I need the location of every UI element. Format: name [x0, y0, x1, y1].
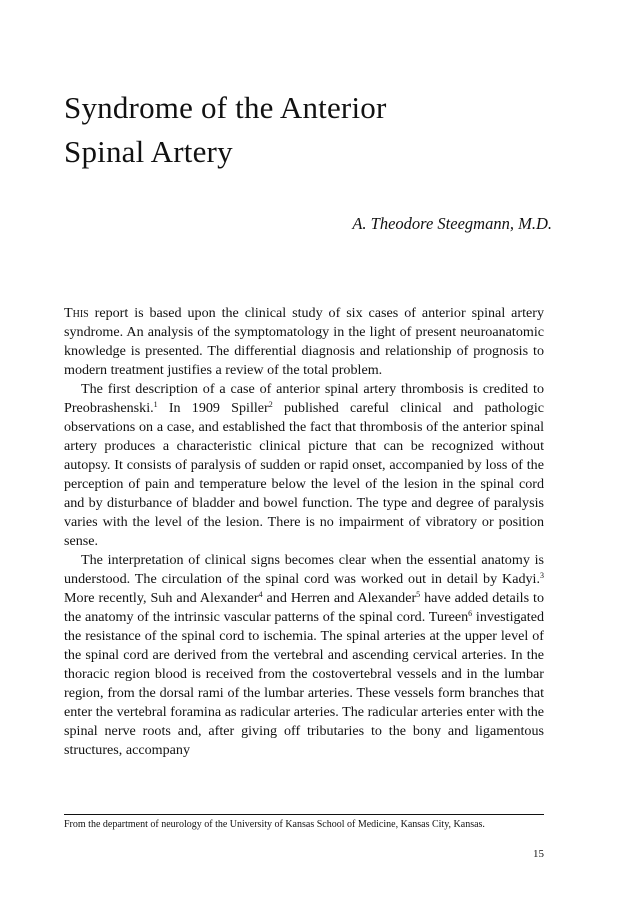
paragraph-1 [64, 304, 544, 380]
article-body [64, 304, 544, 760]
paragraph-3-text-a: The interpretation of clinical signs becomes clear when the essential anatomy is understood. The circulation of the spinal cord was worked out in detail by Kadyi. [64, 552, 544, 587]
reference-marker-1: 1 [153, 400, 158, 409]
page-number: 15 [533, 848, 544, 860]
paragraph-2-text-a: The first description of a case of anterior spinal artery thrombosis is credited to Preobrashenski. [64, 381, 544, 416]
reference-marker-5: 5 [416, 590, 421, 599]
paragraph-3-text-d: have added details to the anatomy of the intrinsic vascular patterns of the spinal cord. Tureen [64, 590, 544, 625]
paragraph-2 [64, 380, 544, 551]
reference-marker-2: 2 [268, 400, 273, 409]
paragraph-1-text: report is based upon the clinical study of six cases of anterior spinal artery syndrome. An analysis of the symptomatology in the light of present neuroanatomic knowledge is presented. The differential diagnosis and relationship of prognosis to modern treatment justifies a review of the total problem. [64, 305, 544, 378]
paragraph-3 [64, 551, 544, 760]
title-line-2: Spinal Artery [64, 134, 233, 169]
paragraph-2-text-b: In 1909 Spiller [157, 400, 269, 416]
affiliation-footnote: From the department of neurology of the University of Kansas School of Medicine, Kansas City, Kansas. [64, 819, 485, 830]
reference-marker-4: 4 [258, 590, 263, 599]
reference-marker-3: 3 [540, 571, 544, 580]
title-line-1: Syndrome of the Anterior [64, 90, 387, 125]
paragraph-3-text-e: investigated the resistance of the spinal cord to ischemia. The spinal arteries at the upper level of the spinal cord are derived from the vertebral and ascending cervical arteries. In the thoracic region blood is received from the costovertebral vessels and in the lumbar region, from the dorsal rami of the lumbar arteries. These vessels form branches that enter the vertebral foramina as radicular arteries. The radicular arteries enter with the spinal nerve roots and, after giving off tributaries to the bony and ligamentous structures, accompany [64, 609, 544, 758]
paragraph-lead-word: This [64, 305, 89, 321]
footnote-divider [64, 814, 544, 815]
paragraph-3-text-b: More recently, Suh and Alexander [64, 590, 259, 606]
paragraph-2-text-c: published careful clinical and pathologic observations on a case, and established the fact that thrombosis of the anterior spinal artery produces a characteristic clinical picture that can be recognized without autopsy. It consists of paralysis of sudden or rapid onset, accompanied by loss of the perception of pain and temperature below the level of the lesion in the spinal cord and by disturbance of bladder and bowel function. The type and degree of paralysis varies with the level of the lesion. There is no impairment of vibratory or position sense. [64, 400, 544, 549]
author-byline: A. Theodore Steegmann, M.D. [352, 214, 552, 233]
article-title [64, 86, 387, 174]
reference-marker-6: 6 [468, 609, 473, 618]
paragraph-3-text-c: and Herren and Alexander [262, 590, 417, 606]
